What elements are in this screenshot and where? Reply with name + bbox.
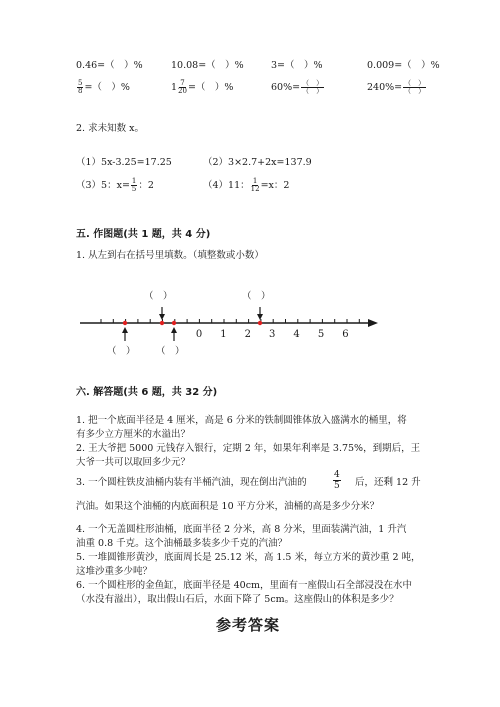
down-arrow-icon	[159, 314, 165, 320]
equation-1: （1）5x-3.25=17.25	[76, 157, 172, 168]
up-arrow-icon	[171, 327, 177, 333]
equation-3: （3）5：x= $\frac{1}{5}$ ：2	[76, 177, 154, 193]
red-point	[172, 321, 176, 325]
question-5-1: 1. 从左到右在括号里填数。（填整数或小数）	[76, 250, 264, 261]
section-5-heading: 五. 作图题(共 1 题，共 4 分)	[76, 229, 211, 240]
tick-label: 0	[195, 329, 203, 340]
problem-3-fraction: $\frac{4}{5}$	[334, 470, 340, 491]
fraction: $\frac{( )}{( )}$	[302, 79, 324, 95]
problem-3-line-1-left: 3. 一个圆柱铁皮油桶内装有半桶汽油，现在倒出汽油的	[76, 477, 307, 488]
problem-4-line-2: 油重 0.8 千克。这个油桶最多装多少千克的汽油？	[76, 538, 288, 549]
fraction: $\frac{( )}{( )}$	[404, 79, 426, 95]
equation-4: （4）11： $\frac{1}{12}$ =x：2	[203, 177, 290, 193]
problem-6-line-1: 6. 一个圆柱形的金鱼缸，底面半径是 40cm，里面有一座假山石全部浸没在水中	[76, 580, 413, 591]
fill-item-5: $\frac{5}{8}$ =（ ）%	[78, 79, 130, 95]
problem-5-line-2: 这堆沙重多少吨？	[76, 566, 153, 577]
fill-item-3: 3=（ ）%	[271, 60, 323, 71]
fill-item-7: 60%= $\frac{( )}{( )}$	[271, 79, 324, 95]
fill-item-2: 10.08=（ ）%	[171, 60, 244, 71]
section-6-heading: 六. 解答题(共 6 题，共 32 分)	[76, 387, 218, 398]
arrow-head-icon	[368, 319, 378, 327]
up-arrow-icon	[122, 327, 128, 333]
problem-2-line-2: 大爷一共可以取回多少元？	[76, 457, 191, 468]
fill-item-4: 0.009=（ ）%	[367, 60, 440, 71]
problem-3-line-2: 汽油。如果这个油桶的内底面积是 10 平方分米，油桶的高是多少分米？	[76, 501, 380, 512]
problem-4-line-1: 4. 一个无盖圆柱形油桶，底面半径 2 分米，高 8 分米，里面装满汽油，1 升汽	[76, 524, 407, 535]
tick-label: 6	[342, 329, 349, 340]
tick-label: 3	[269, 329, 276, 340]
solve-heading: 2. 求未知数 x。	[76, 123, 144, 134]
fill-item-6: 1 $\frac{7}{20}$ =（ ）%	[171, 79, 234, 95]
down-arrow-icon	[257, 314, 263, 320]
tick-label: 1	[220, 329, 227, 340]
blank-top-1[interactable]: （ ）	[144, 291, 173, 302]
fill-item-1: 0.46=（ ）%	[76, 60, 143, 71]
red-point	[123, 321, 127, 325]
fraction: $\frac{1}{12}$	[250, 177, 260, 193]
fill-item-8: 240%= $\frac{( )}{( )}$	[367, 79, 426, 95]
red-point	[258, 321, 262, 325]
blank-top-2[interactable]: （ ）	[242, 291, 271, 302]
tick-label: 2	[244, 329, 251, 340]
fraction: $\frac{5}{8}$	[78, 79, 83, 95]
fraction: $\frac{1}{5}$	[131, 177, 137, 193]
tick-label: 4	[293, 329, 300, 340]
answer-title: 参考答案	[216, 616, 281, 634]
fraction: $\frac{7}{20}$	[178, 79, 187, 95]
red-point	[160, 321, 164, 325]
problem-6-line-2: （水没有溢出），取出假山石后，水面下降了 5cm。这座假山的体积是多少？	[76, 594, 399, 605]
tick-labels	[196, 329, 349, 340]
blank-bottom-1[interactable]: （ ）	[107, 346, 136, 357]
equation-2: （2）3×2.7+2x=137.9	[203, 157, 312, 168]
tick-label: 5	[317, 329, 325, 340]
problem-5-line-1: 5. 一堆圆锥形黄沙，底面周长是 25.12 米，高 1.5 米，每立方米的黄沙重 2 吨，	[76, 552, 421, 563]
problem-1-line-2: 有多少立方厘米的水溢出？	[76, 429, 191, 440]
problem-1-line-1: 1. 把一个底面半径是 4 厘米，高是 6 分米的铁制圆锥体放入盛满水的桶里，将	[76, 415, 407, 426]
problem-3-line-1-right: 后，还剩 12 升	[355, 477, 421, 488]
problem-2-line-1: 2. 王大爷把 5000 元钱存入银行，定期 2 年，如果年利率是 3.75%，到期后，王	[76, 443, 421, 454]
blank-bottom-2[interactable]: （ ）	[156, 346, 185, 357]
